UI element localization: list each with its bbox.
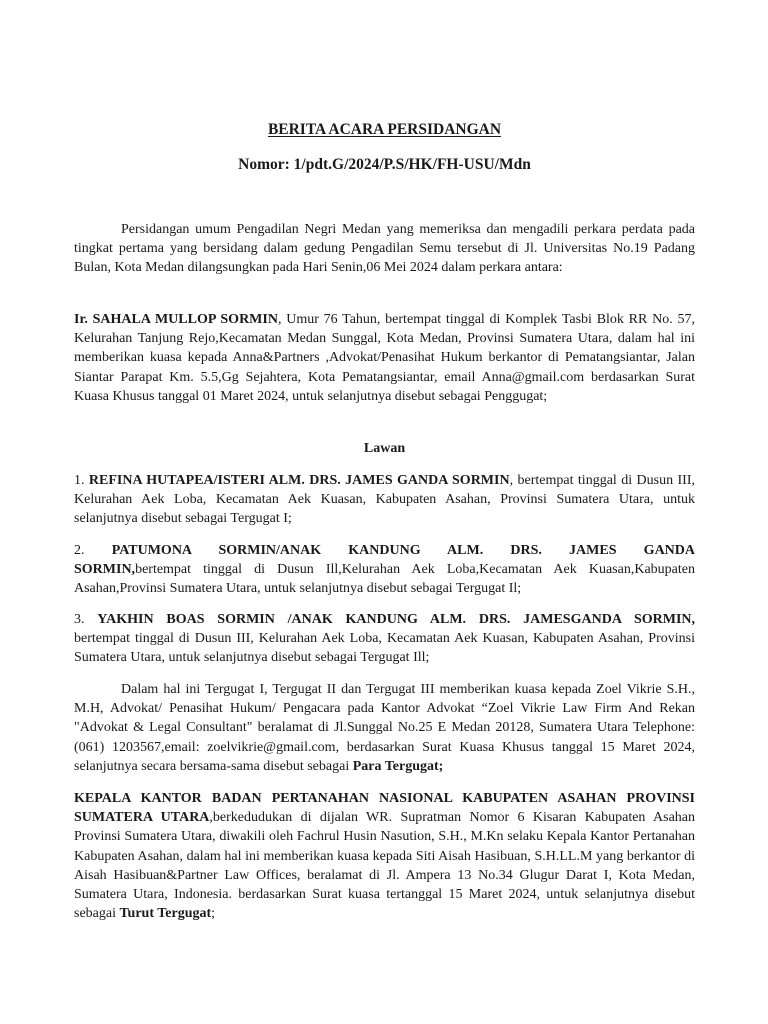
plaintiff-details: , Umur 76 Tahun, bertempat tinggal di Komplek Tasbi Blok RR No. 57, Kelurahan Tanjung Rejo,Kecamatan Medan Sunggal, Kota Medan, Provinsi Sumatera Utara, dalam hal ini memberikan kuasa kepada Anna&Partners ,Advokat/Penasihat Hukum berkantor di Pematangsiantar, Jalan Siantar Parapat Km. 5.5,Gg Sejahtera, Kota Pematangsiantar, email Anna@gmail.com berdasarkan Surat Kuasa Khusus tanggal 01 Maret 2024, untuk selanjutnya disebut sebagai Penggugat; — [74, 312, 695, 404]
document-title: BERITA ACARA PERSIDANGAN — [267, 121, 502, 138]
versus-heading: Lawan — [363, 441, 406, 456]
document-number: Nomor: 1/pdt.G/2024/P.S/HK/FH-USU/Mdn — [238, 156, 531, 173]
defendant-2-number: 2. — [74, 543, 85, 558]
plaintiff-paragraph — [74, 310, 695, 406]
defendant-3-number: 3. — [74, 612, 85, 627]
defendant-3-details: bertempat tinggal di Dusun III, Kelurahan Aek Loba, Kecamatan Aek Kuasan, Kabupaten Asahan, Provinsi Sumatera Utara, untuk selanjutnya disebut sebagai Tergugat Ill; — [74, 631, 695, 666]
co-defendant-details: ,berkedudukan di dijalan WR. Supratman Nomor 6 Kisaran Kabupaten Asahan Provinsi Sumatera Utara, diwakili oleh Fachrul Husin Nasution, S.H., M.Kn selaku Kepala Kantor Pertanahan Kabupaten Asahan, dalam hal ini memberikan kuasa kepada Siti Aisah Hasibuan, S.H.LL.M yang berkantor di Aisah Hasibuan&Partner Law Offices, beralamat di Jl. Ampera 13 No.34 Glugur Darat I, Kota Medan, Sumatera Utara, Indonesia. berdasarkan Surat kuasa tertanggal 15 Maret 2024, untuk selanjutnya disebut sebagai — [74, 810, 695, 922]
defendant-1-name: REFINA HUTAPEA/ISTERI ALM. DRS. JAMES GANDA SORMIN — [88, 473, 510, 488]
para-tergugat-label: Para Tergugat; — [352, 758, 444, 774]
defendant-3-name: YAKHIN BOAS SORMIN /ANAK KANDUNG ALM. DRS. JAMESGANDA SORMIN, — [97, 612, 696, 627]
defendant-2-name-line1: PATUMONA SORMIN/ANAK KANDUNG ALM. DRS. JAMES GANDA — [111, 543, 696, 558]
co-defendant-name: KEPALA KANTOR BADAN PERTANAHAN NASIONAL KABUPATEN ASAHAN PROVINSI SUMATERA UTARA — [74, 791, 695, 826]
turut-tergugat-label: Turut Tergugat — [119, 906, 212, 922]
counsel-paragraph — [74, 680, 695, 776]
plaintiff-name: Ir. SAHALA MULLOP SORMIN — [74, 312, 278, 327]
intro-paragraph: Persidangan umum Pengadilan Negri Medan yang memeriksa dan mengadili perkara perdata pada tingkat pertama yang bersidang dalam gedung Pengadilan Semu tersebut di Jl. Universitas No.19 Padang Bulan, Kota Medan dilangsungkan pada Hari Senin,06 Mei 2024 dalam perkara antara: — [74, 222, 695, 276]
counsel-details: Dalam hal ini Tergugat I, Tergugat II dan Tergugat III memberikan kuasa kepada Zoel Vikrie S.H., M.H, Advokat/ Penasihat Hukum/ Pengacara pada Kantor Advokat “Zoel Vikrie Law Firm And Rekan "Advokat & Legal Consultant" beralamat di Jl.Sunggal No.25 E Medan 20128, Sumatera Utara Telephone: (061) 1203567,email: zoelvikrie@gmail.com, berdasarkan Surat Kuasa Khusus tanggal 15 Maret 2024, selanjutnya secara bersama-sama disebut sebagai — [74, 682, 695, 774]
defendant-3-paragraph — [74, 610, 695, 668]
defendant-2-name-line2: SORMIN, — [74, 562, 136, 578]
defendant-2-details: bertempat tinggal di Dusun Ill,Kelurahan Aek Loba,Kecamatan Aek Kuasan,Kabupaten Asahan,Provinsi Sumatera Utara, untuk selanjutnya disebut sebagai Tergugat Il; — [74, 562, 695, 597]
co-defendant-paragraph — [74, 789, 695, 923]
defendant-1-details: , bertempat tinggal di Dusun III, Kelurahan Aek Loba, Kecamatan Aek Kuasan, Kabupaten Asahan, Provinsi Sumatera Utara, untuk selanjutnya disebut sebagai Tergugat I; — [74, 473, 695, 527]
defendant-1-number: 1. — [74, 473, 85, 488]
defendant-2-paragraph — [74, 541, 695, 599]
co-defendant-end: ; — [211, 906, 216, 922]
defendant-1-paragraph — [74, 471, 695, 529]
